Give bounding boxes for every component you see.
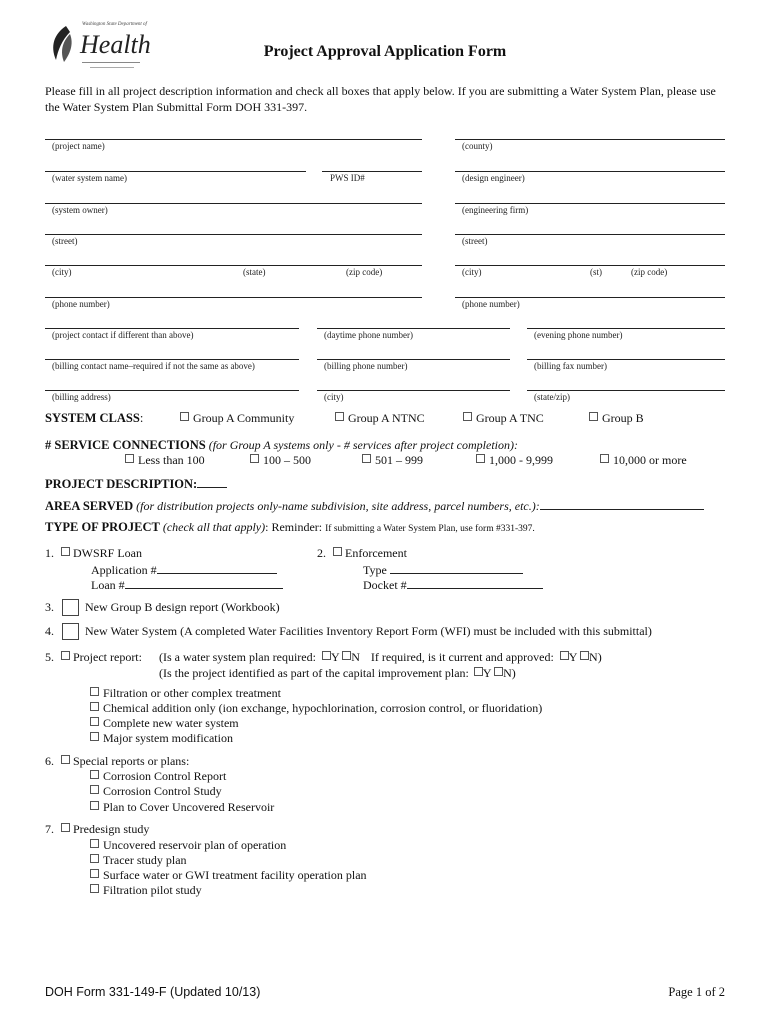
street-right-label: (street) <box>462 236 488 246</box>
billing-phone-field[interactable] <box>317 359 510 360</box>
type-of-project-row: TYPE OF PROJECT (check all that apply): Reminder: If submitting a Water System Plan, use form #331-397. <box>45 520 535 534</box>
reminder-label: Reminder: <box>271 520 323 534</box>
option-label: Corrosion Control Study <box>103 784 222 798</box>
item-number: 7. <box>45 822 54 836</box>
phone-left-label: (phone number) <box>52 299 110 309</box>
report-option[interactable] <box>90 716 239 731</box>
system-class-option[interactable] <box>335 411 425 426</box>
cip-label: (Is the project identified as part of the capital improvement plan: <box>159 666 469 680</box>
checkbox-icon[interactable] <box>90 801 99 810</box>
billing-statezip-field[interactable] <box>527 390 725 391</box>
project-name-label: (project name) <box>52 141 105 151</box>
checkbox-large-icon[interactable] <box>62 599 79 616</box>
predesign-option[interactable] <box>90 838 286 853</box>
system-owner-field[interactable] <box>45 203 422 204</box>
logo-tagline-line <box>90 67 134 68</box>
billing-phone-label: (billing phone number) <box>324 361 408 371</box>
checkbox-icon[interactable] <box>90 770 99 779</box>
billing-city-label: (city) <box>324 392 344 402</box>
system-class-option[interactable] <box>180 411 294 426</box>
phone-right-field[interactable] <box>455 297 725 298</box>
service-option[interactable] <box>600 453 687 468</box>
checkbox-icon[interactable] <box>589 412 598 421</box>
docket-field[interactable] <box>407 577 543 589</box>
item-5 <box>45 650 142 665</box>
evening-phone-label: (evening phone number) <box>534 330 623 340</box>
item-number: 1. <box>45 546 54 560</box>
billing-address-label: (billing address) <box>52 392 111 402</box>
service-option[interactable] <box>125 453 205 468</box>
yes-label: Y <box>568 650 578 664</box>
checkbox-icon[interactable] <box>90 869 99 878</box>
checkbox-icon[interactable] <box>61 823 70 832</box>
city-left-label: (city) <box>52 267 72 277</box>
billing-fax-field[interactable] <box>527 359 725 360</box>
design-engineer-label: (design engineer) <box>462 173 525 183</box>
special-option[interactable] <box>90 769 226 784</box>
special-label: Special reports or plans: <box>73 754 190 768</box>
checkbox-icon[interactable] <box>333 547 342 556</box>
cip-row <box>159 666 516 681</box>
checkbox-icon[interactable] <box>476 454 485 463</box>
logo-top-text: Washington State Department of <box>82 22 147 27</box>
area-served-field[interactable] <box>540 498 704 510</box>
dwsrf-label: DWSRF Loan <box>73 546 142 560</box>
project-description-label: PROJECT DESCRIPTION: <box>45 477 198 491</box>
option-label: Surface water or GWI treatment facility operation plan <box>103 868 367 882</box>
checkbox-icon[interactable] <box>90 854 99 863</box>
item-2 <box>317 546 407 561</box>
checkbox-icon[interactable] <box>90 839 99 848</box>
item-number: 5. <box>45 650 54 664</box>
option-label: Chemical addition only (ion exchange, hypochlorination, corrosion control, or fluoridation) <box>103 701 543 715</box>
system-class-option[interactable] <box>589 411 644 426</box>
loan-number-field[interactable] <box>125 577 283 589</box>
predesign-option[interactable] <box>90 853 187 868</box>
city-state-zip-left-field[interactable] <box>45 265 422 266</box>
item-number: 4. <box>45 624 54 638</box>
service-option[interactable] <box>250 453 311 468</box>
yes-label: Y <box>330 650 340 664</box>
engineering-firm-label: (engineering firm) <box>462 205 529 215</box>
type-field[interactable] <box>390 562 523 574</box>
checkbox-icon[interactable] <box>560 651 569 660</box>
checkbox-icon[interactable] <box>90 702 99 711</box>
phone-left-field[interactable] <box>45 297 422 298</box>
item-number: 3. <box>45 600 54 614</box>
billing-contact-label: (billing contact name–required if not the same as above) <box>52 361 255 371</box>
option-label: Group A Community <box>193 411 295 425</box>
billing-fax-label: (billing fax number) <box>534 361 607 371</box>
checkbox-icon[interactable] <box>90 687 99 696</box>
checkbox-icon[interactable] <box>600 454 609 463</box>
pws-id-field[interactable] <box>322 171 422 172</box>
water-system-name-label: (water system name) <box>52 173 127 183</box>
item-4 <box>45 623 652 640</box>
system-class-row: SYSTEM CLASS: <box>45 411 144 425</box>
phone-right-label: (phone number) <box>462 299 520 309</box>
zip-left-label: (zip code) <box>346 267 383 277</box>
checkbox-large-icon[interactable] <box>62 623 79 640</box>
application-number-field[interactable] <box>157 562 277 574</box>
special-option[interactable] <box>90 784 222 799</box>
option-label: Tracer study plan <box>103 853 187 867</box>
option-label: Plan to Cover Uncovered Reservoir <box>103 800 275 814</box>
area-served-row <box>45 498 704 514</box>
checkbox-icon[interactable] <box>463 412 472 421</box>
footer-page-number: Page 1 of 2 <box>668 985 725 999</box>
checkbox-icon[interactable] <box>250 454 259 463</box>
option-label: Filtration pilot study <box>103 883 202 897</box>
predesign-option[interactable] <box>90 883 202 898</box>
service-connections-row <box>45 438 518 453</box>
street-right-field[interactable] <box>455 234 725 235</box>
option-label: 10,000 or more <box>613 453 687 467</box>
wsp-required-label: (Is a water system plan required: <box>159 650 316 664</box>
option-label: 100 – 500 <box>263 453 311 467</box>
item-number: 6. <box>45 754 54 768</box>
project-name-field[interactable] <box>45 139 422 140</box>
option-label: Uncovered reservoir plan of operation <box>103 838 287 852</box>
option-label: Group B <box>602 411 644 425</box>
report-option[interactable] <box>90 686 281 701</box>
option-label: Group A NTNC <box>348 411 425 425</box>
intro-text: Please fill in all project description information and check all boxes that apply below. If you are submitting a Water System Plan, please use the Water System Plan Submittal Form DOH 331-397. <box>45 84 716 114</box>
item-6 <box>45 754 189 769</box>
type-of-project-note: (check all that apply) <box>162 520 266 534</box>
type-of-project-label: TYPE OF PROJECT <box>45 520 160 534</box>
option-label: Filtration or other complex treatment <box>103 686 281 700</box>
project-report-label: Project report: <box>73 650 142 664</box>
area-served-note: (for distribution projects only-name subdivision, site address, parcel numbers, etc.): <box>136 499 540 513</box>
county-field[interactable] <box>455 139 725 140</box>
item-3 <box>45 599 280 616</box>
type-row <box>363 562 523 578</box>
checkbox-icon[interactable] <box>61 755 70 764</box>
option-label: Corrosion Control Report <box>103 769 227 783</box>
checkbox-icon[interactable] <box>494 667 503 676</box>
billing-contact-field[interactable] <box>45 359 299 360</box>
checkbox-icon[interactable] <box>335 412 344 421</box>
area-served-label: AREA SERVED <box>45 499 134 513</box>
county-label: (county) <box>462 141 493 151</box>
checkbox-icon[interactable] <box>61 547 70 556</box>
item-1 <box>45 546 142 561</box>
evening-phone-field[interactable] <box>527 328 725 329</box>
no-label: N) <box>503 666 516 680</box>
checkbox-icon[interactable] <box>125 454 134 463</box>
footer-form-id: DOH Form 331-149-F (Updated 10/13) <box>45 985 261 999</box>
water-system-name-field[interactable] <box>45 171 306 172</box>
city-right-label: (city) <box>462 267 482 277</box>
logo-tagline-line <box>82 62 140 63</box>
project-contact-field[interactable] <box>45 328 299 329</box>
type-label: Type <box>363 563 387 577</box>
no-label: N) <box>589 650 602 664</box>
page-title: Project Approval Application Form <box>263 43 507 60</box>
city-st-zip-right-field[interactable] <box>455 265 725 266</box>
predesign-label: Predesign study <box>73 822 150 836</box>
logo-word: Health <box>80 30 151 59</box>
group-b-label: New Group B design report (Workbook) <box>85 600 280 614</box>
checkbox-icon[interactable] <box>90 884 99 893</box>
enforcement-label: Enforcement <box>345 546 407 560</box>
option-label: 501 – 999 <box>375 453 423 467</box>
option-label: 1,000 - 9,999 <box>489 453 553 467</box>
checkbox-icon[interactable] <box>362 454 371 463</box>
option-label: Major system modification <box>103 731 233 745</box>
system-class-option[interactable] <box>463 411 544 426</box>
predesign-option[interactable] <box>90 868 367 883</box>
loan-label: Loan # <box>91 578 125 592</box>
checkbox-icon[interactable] <box>90 717 99 726</box>
application-number-row <box>91 562 277 578</box>
application-label: Application # <box>91 563 157 577</box>
street-left-label: (street) <box>52 236 78 246</box>
item-number: 2. <box>317 546 326 560</box>
special-option[interactable] <box>90 800 274 815</box>
report-option[interactable] <box>90 731 233 746</box>
checkbox-icon[interactable] <box>322 651 331 660</box>
new-system-label: New Water System (A completed Water Facilities Inventory Report Form (WFI) must be included with this submittal) <box>85 624 652 638</box>
checkbox-icon[interactable] <box>90 732 99 741</box>
zip-right-label: (zip code) <box>631 267 668 277</box>
no-label: N <box>351 650 360 664</box>
checkbox-icon[interactable] <box>180 412 189 421</box>
billing-statezip-label: (state/zip) <box>534 392 570 402</box>
design-engineer-field[interactable] <box>455 171 725 172</box>
checkbox-icon[interactable] <box>90 785 99 794</box>
checkbox-icon[interactable] <box>474 667 483 676</box>
docket-label: Docket # <box>363 578 407 592</box>
option-label: Group A TNC <box>476 411 544 425</box>
option-label: Less than 100 <box>138 453 205 467</box>
service-connections-note: (for Group A systems only - # services after project completion): <box>208 438 518 452</box>
service-connections-label: # SERVICE CONNECTIONS <box>45 438 206 452</box>
project-description-row <box>45 476 227 492</box>
billing-address-field[interactable] <box>45 390 299 391</box>
service-option[interactable] <box>476 453 553 468</box>
report-option[interactable] <box>90 701 542 716</box>
wsp-required-row <box>159 650 602 665</box>
street-left-field[interactable] <box>45 234 422 235</box>
system-class-label: SYSTEM CLASS <box>45 411 140 425</box>
if-required-label: If required, is it current and approved: <box>370 650 554 664</box>
checkbox-icon[interactable] <box>61 651 70 660</box>
daytime-phone-field[interactable] <box>317 328 510 329</box>
daytime-phone-label: (daytime phone number) <box>324 330 413 340</box>
option-label: Complete new water system <box>103 716 239 730</box>
engineering-firm-field[interactable] <box>455 203 725 204</box>
st-right-label: (st) <box>590 267 602 277</box>
project-contact-label: (project contact if different than above) <box>52 330 194 340</box>
billing-city-field[interactable] <box>317 390 510 391</box>
checkbox-icon[interactable] <box>342 651 351 660</box>
yes-label: Y <box>482 666 492 680</box>
project-description-field[interactable] <box>197 476 227 488</box>
loan-number-row <box>91 577 283 593</box>
service-option[interactable] <box>362 453 423 468</box>
state-left-label: (state) <box>243 267 266 277</box>
docket-row <box>363 577 543 593</box>
checkbox-icon[interactable] <box>580 651 589 660</box>
reminder-note: If submitting a Water System Plan, use form #331-397. <box>325 524 535 534</box>
item-7 <box>45 822 149 837</box>
pws-id-label: PWS ID# <box>330 173 365 183</box>
system-owner-label: (system owner) <box>52 205 108 215</box>
